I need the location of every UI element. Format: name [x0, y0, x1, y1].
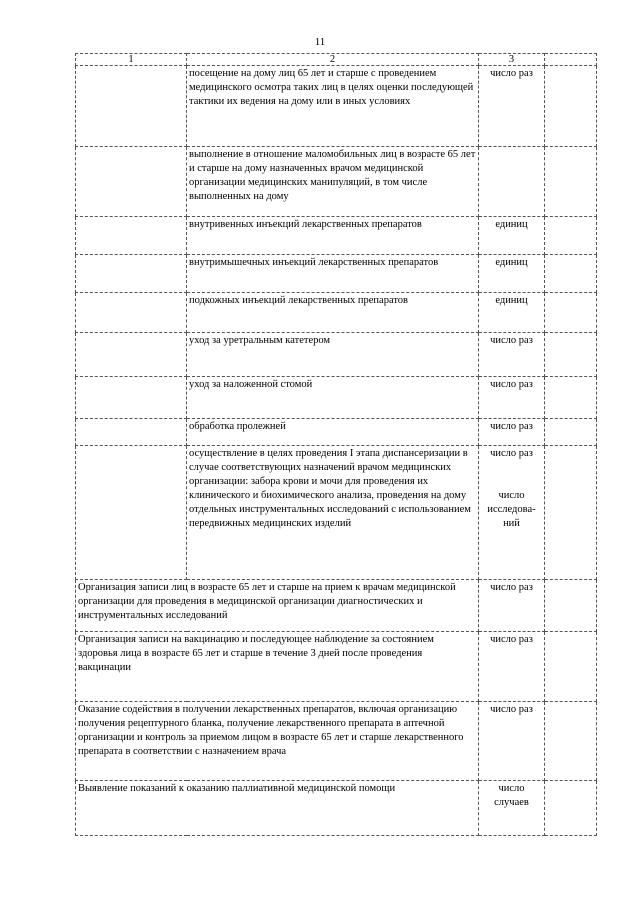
table-row: [76, 419, 597, 446]
row-unit: число раз: [490, 448, 533, 459]
row-unit: число раз: [479, 333, 545, 377]
table-row: [76, 632, 597, 702]
column-header: [545, 54, 597, 66]
row-name-cell: [76, 147, 187, 217]
table-row: [76, 255, 597, 293]
row-unit: число раз: [479, 702, 545, 781]
page-number: 11: [314, 36, 326, 48]
row-name-cell: [76, 377, 187, 419]
row-name-cell: [76, 446, 187, 580]
row-unit: число раз: [479, 66, 545, 147]
row-unit: число раз: [479, 580, 545, 632]
row-name-cell: [76, 293, 187, 333]
row-description: внутримышечных инъекций лекарственных препаратов: [187, 255, 479, 293]
row-name-cell: [76, 333, 187, 377]
wide-row-description: Выявление показаний к оказанию паллиативной медицинской помощи: [76, 781, 479, 836]
row-value-cell: [545, 781, 597, 836]
row-value-cell: [545, 255, 597, 293]
row-value-cell: [545, 632, 597, 702]
table-row: [76, 66, 597, 147]
row-unit: единиц: [479, 293, 545, 333]
row-unit: число раз: [479, 377, 545, 419]
row-description: осуществление в целях проведения I этапа диспансеризации в случае соответствующих назначений врачом медицинских организации: забора крови и мочи для проведения их клинического и биохимического анализа, проведения на дому отдельных инструментальных исследований с использованием передвижных медицинских изделий: [187, 446, 479, 580]
row-description: выполнение в отношение маломобильных лиц в возрасте 65 лет и старше на дому назначенных врачом медицинской организации медицинских манипуляций, в том числе выполненных на дому: [187, 147, 479, 217]
row-unit: [479, 147, 545, 217]
row-unit: число раз: [479, 632, 545, 702]
table-row: [76, 293, 597, 333]
row-value-cell: [545, 333, 597, 377]
row-value-cell: [545, 217, 597, 255]
row-description: внутривенных инъекций лекарственных препаратов: [187, 217, 479, 255]
services-table: [75, 53, 597, 836]
row-description: подкожных инъекций лекарственных препаратов: [187, 293, 479, 333]
row-value-cell: [545, 147, 597, 217]
table-row: [76, 333, 597, 377]
row-value-cell: [545, 377, 597, 419]
row-description: уход за уретральным катетером: [187, 333, 479, 377]
row-value-cell: [545, 293, 597, 333]
row-unit: единиц: [479, 255, 545, 293]
wide-row-description: Организация записи на вакцинацию и последующее наблюдение за состоянием здоровья лица в возрасте 65 лет и старше в течение 3 дней после проведения вакцинации: [76, 632, 479, 702]
column-header: 2: [187, 54, 479, 66]
column-header: 3: [479, 54, 545, 66]
table-row: [76, 781, 597, 836]
row-value-cell: [545, 66, 597, 147]
row-name-cell: [76, 419, 187, 446]
table-row: [76, 377, 597, 419]
table-row: [76, 580, 597, 632]
row-value-cell: [545, 446, 597, 580]
row-name-cell: [76, 217, 187, 255]
wide-row-description: Организация записи лиц в возрасте 65 лет и старше на прием к врачам медицинской организации для проведения в медицинской организации диагностических и инструментальных исследований: [76, 580, 479, 632]
row-value-cell: [545, 580, 597, 632]
row-description: обработка пролежней: [187, 419, 479, 446]
table-row: [76, 446, 597, 580]
table-row: [76, 702, 597, 781]
row-name-cell: [76, 66, 187, 147]
row-unit: единиц: [479, 217, 545, 255]
row-name-cell: [76, 255, 187, 293]
row-value-cell: [545, 419, 597, 446]
table-row: [76, 147, 597, 217]
column-number-row: [76, 54, 597, 66]
row-description: посещение на дому лиц 65 лет и старше с проведением медицинского осмотра таких лиц в целях оценки последующей тактики их ведения на дому или в иных условиях: [187, 66, 479, 147]
wide-row-description: Оказание содействия в получении лекарственных препаратов, включая организацию получения рецептурного бланка, получение лекарственного препарата в аптечной организации и контроль за приемом лицом в возрасте 65 лет и старше лекарственного препарата в соответствии с назначением врача: [76, 702, 479, 781]
row-unit: число случаев: [479, 781, 545, 836]
row-description: уход за наложенной стомой: [187, 377, 479, 419]
row-unit-secondary: число исследова-ний: [487, 490, 536, 529]
row-unit-cell: [479, 446, 545, 580]
row-unit: число раз: [479, 419, 545, 446]
column-header: 1: [76, 54, 187, 66]
row-value-cell: [545, 702, 597, 781]
table-row: [76, 217, 597, 255]
